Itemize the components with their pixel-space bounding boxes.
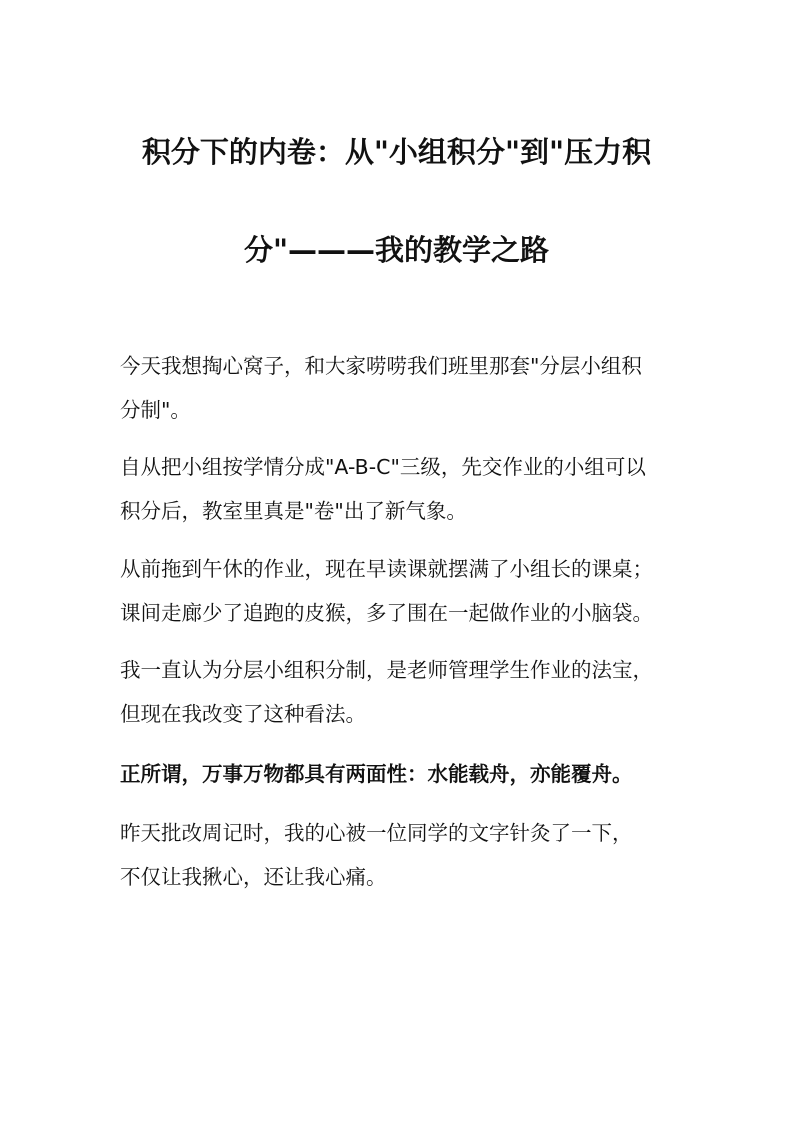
paragraph-line: 积分后，教室里真是"卷"出了新气象。	[120, 499, 467, 523]
title-line: 积分下的内卷：从"小组积分"到"压力积	[141, 135, 652, 169]
paragraph-line: 课间走廊少了追跑的皮猴，多了围在一起做作业的小脑袋。	[120, 601, 653, 625]
title-line: 分"———我的教学之路	[243, 233, 550, 267]
paragraph-line: 从前拖到午休的作业，现在早读课就摆满了小组长的课桌；	[120, 557, 653, 581]
paragraph-line: 正所谓，万事万物都具有两面性：水能载舟，亦能覆舟。	[120, 762, 633, 786]
paragraph-line: 我一直认为分层小组积分制，是老师管理学生作业的法宝，	[120, 658, 653, 682]
paragraph-line: 自从把小组按学情分成"A-B-C"三级，先交作业的小组可以	[120, 455, 646, 479]
paragraph-line: 分制"。	[120, 398, 191, 422]
paragraph-line: 但现在我改变了这种看法。	[120, 702, 366, 726]
paragraph-line: 今天我想掏心窝子，和大家唠唠我们班里那套"分层小组积	[120, 354, 642, 378]
paragraph-line: 不仅让我揪心，还让我心痛。	[120, 865, 387, 889]
paragraph-line: 昨天批改周记时，我的心被一位同学的文字针灸了一下，	[120, 821, 633, 845]
